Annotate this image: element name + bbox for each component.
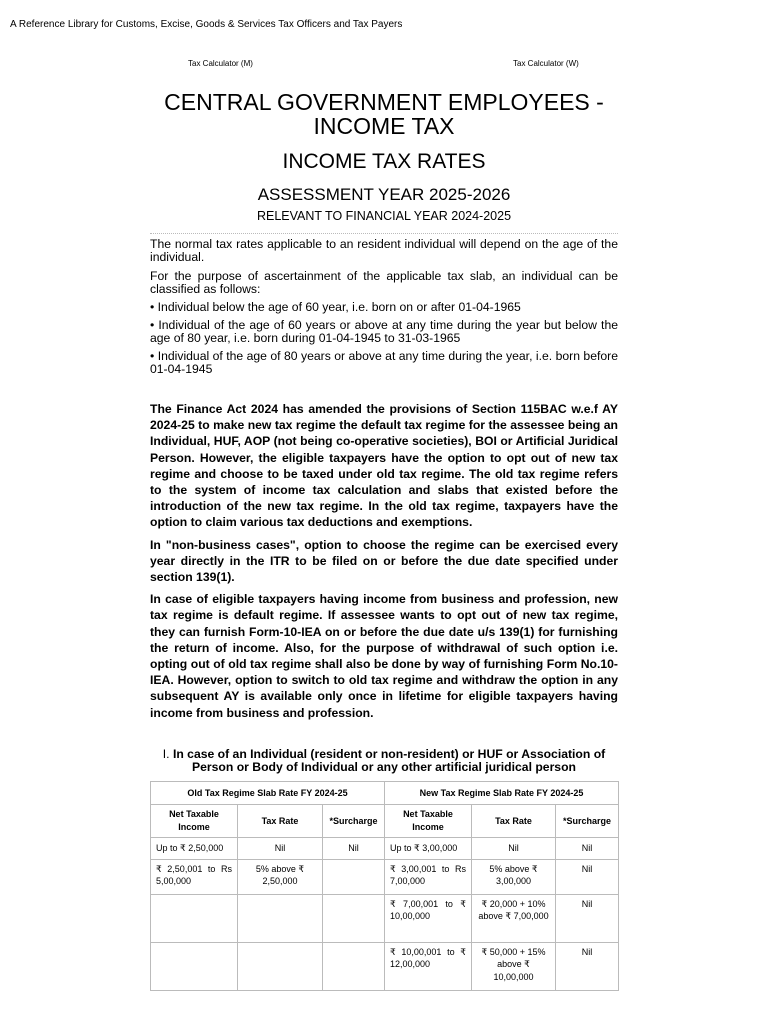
tax-slab-table xyxy=(150,781,619,991)
table-cell xyxy=(238,942,323,990)
financial-year-heading: RELEVANT TO FINANCIAL YEAR 2024-2025 xyxy=(256,209,512,223)
main-content xyxy=(150,90,618,991)
age-bullet: • Individual of the age of 60 years or above at any time during the year but below the age of 80 year, i.e. born during 01-04-1945 to 31-03-1965 xyxy=(150,318,618,345)
new-regime-header: New Tax Regime Slab Rate FY 2024-25 xyxy=(385,781,619,804)
column-header: Tax Rate xyxy=(238,804,323,837)
table-row xyxy=(151,894,619,942)
tax-calculator-m-link[interactable]: Tax Calculator (M) xyxy=(188,59,253,68)
table-cell: Nil xyxy=(556,859,619,894)
table-cell: Up to ₹ 2,50,000 xyxy=(151,837,238,859)
age-bullet: • Individual below the age of 60 year, i.e. born on or after 01-04-1965 xyxy=(150,300,521,314)
table-cell xyxy=(323,942,385,990)
table-cell: ₹ 10,00,001 to ₹ 12,00,000 xyxy=(385,942,472,990)
page-subtitle: INCOME TAX RATES xyxy=(282,150,486,173)
page-title: CENTRAL GOVERNMENT EMPLOYEES - INCOME TAX xyxy=(164,89,604,139)
table-cell xyxy=(151,894,238,942)
table-cell: ₹ 50,000 + 15% above ₹ 10,00,000 xyxy=(472,942,556,990)
site-tagline: A Reference Library for Customs, Excise, Goods & Services Tax Officers and Tax Payers xyxy=(10,19,403,30)
intro-section xyxy=(150,238,618,376)
table-cell: 5% above ₹ 2,50,000 xyxy=(238,859,323,894)
column-header: Net Taxable Income xyxy=(151,804,238,837)
table-cell: ₹ 7,00,001 to ₹ 10,00,000 xyxy=(385,894,472,942)
table-cell xyxy=(151,942,238,990)
section-divider xyxy=(150,233,618,234)
table-cell xyxy=(323,859,385,894)
age-bullet: • Individual of the age of 80 years or above at any time during the year, i.e. born before 01-04-1945 xyxy=(150,349,618,376)
table-row xyxy=(151,859,619,894)
finance-act-section xyxy=(150,401,618,721)
business-paragraph: In case of eligible taxpayers having income from business and profession, new tax regime is default regime. If assessee wants to opt out of new tax regime, they can furnish Form-10-IEA on or before the due date u/s 139(1) for furnishing the return of income. Also, for the purpose of withdrawal of such option i.e. opting out of old tax regime shall also be done by way of furnishing Form No.10-IEA. However, option to switch to old tax regime and withdraw the option in any subsequent AY is available only once in lifetime for eligible taxpayers having income from business and profession. xyxy=(150,592,618,720)
column-header: Tax Rate xyxy=(472,804,556,837)
table-cell: Nil xyxy=(238,837,323,859)
table-cell: ₹ 3,00,001 to Rs 7,00,000 xyxy=(385,859,472,894)
section-heading-text: In case of an Individual (resident or non-resident) or HUF or Association of Person or Body of Individual or any other artificial juridical person xyxy=(172,746,606,774)
non-business-paragraph: In "non-business cases", option to choose the regime can be exercised every year directly in the ITR to be filed on or before the due date specified under section 139(1). xyxy=(150,537,618,585)
intro-paragraph: For the purpose of ascertainment of the applicable tax slab, an individual can be classified as follows: xyxy=(150,269,618,296)
table-cell: Nil xyxy=(472,837,556,859)
table-row xyxy=(151,837,619,859)
column-header: Net Taxable Income xyxy=(385,804,472,837)
table-cell: Nil xyxy=(556,942,619,990)
section-heading xyxy=(150,748,618,774)
section-number: I. xyxy=(162,746,170,761)
table-cell: Nil xyxy=(556,837,619,859)
column-header: *Surcharge xyxy=(323,804,385,837)
table-row xyxy=(151,942,619,990)
intro-paragraph: The normal tax rates applicable to an resident individual will depend on the age of the individual. xyxy=(150,237,618,264)
column-header: *Surcharge xyxy=(556,804,619,837)
finance-act-paragraph: The Finance Act 2024 has amended the provisions of Section 115BAC w.e.f AY 2024-25 to make new tax regime the default tax regime for the assessee being an Individual, HUF, AOP (not being co-operative societies), BOI or Artificial Juridical Person. However, the eligible taxpayers have the option to opt out of new tax regime and choose to be taxed under old tax regime. The old tax regime refers to the system of income tax calculation and slabs that existed before the introduction of the new tax regime. In the old tax regime, taxpayers have the option to claim various tax deductions and exemptions. xyxy=(150,402,618,530)
table-cell: ₹ 20,000 + 10% above ₹ 7,00,000 xyxy=(472,894,556,942)
table-cell xyxy=(238,894,323,942)
tax-calculator-w-link[interactable]: Tax Calculator (W) xyxy=(513,59,579,68)
table-cell: Up to ₹ 3,00,000 xyxy=(385,837,472,859)
table-cell: Nil xyxy=(556,894,619,942)
assessment-year-heading: ASSESSMENT YEAR 2025-2026 xyxy=(257,185,511,204)
table-cell: ₹ 2,50,001 to Rs 5,00,000 xyxy=(151,859,238,894)
table-cell: 5% above ₹ 3,00,000 xyxy=(472,859,556,894)
table-cell: Nil xyxy=(323,837,385,859)
table-cell xyxy=(323,894,385,942)
old-regime-header: Old Tax Regime Slab Rate FY 2024-25 xyxy=(151,781,385,804)
